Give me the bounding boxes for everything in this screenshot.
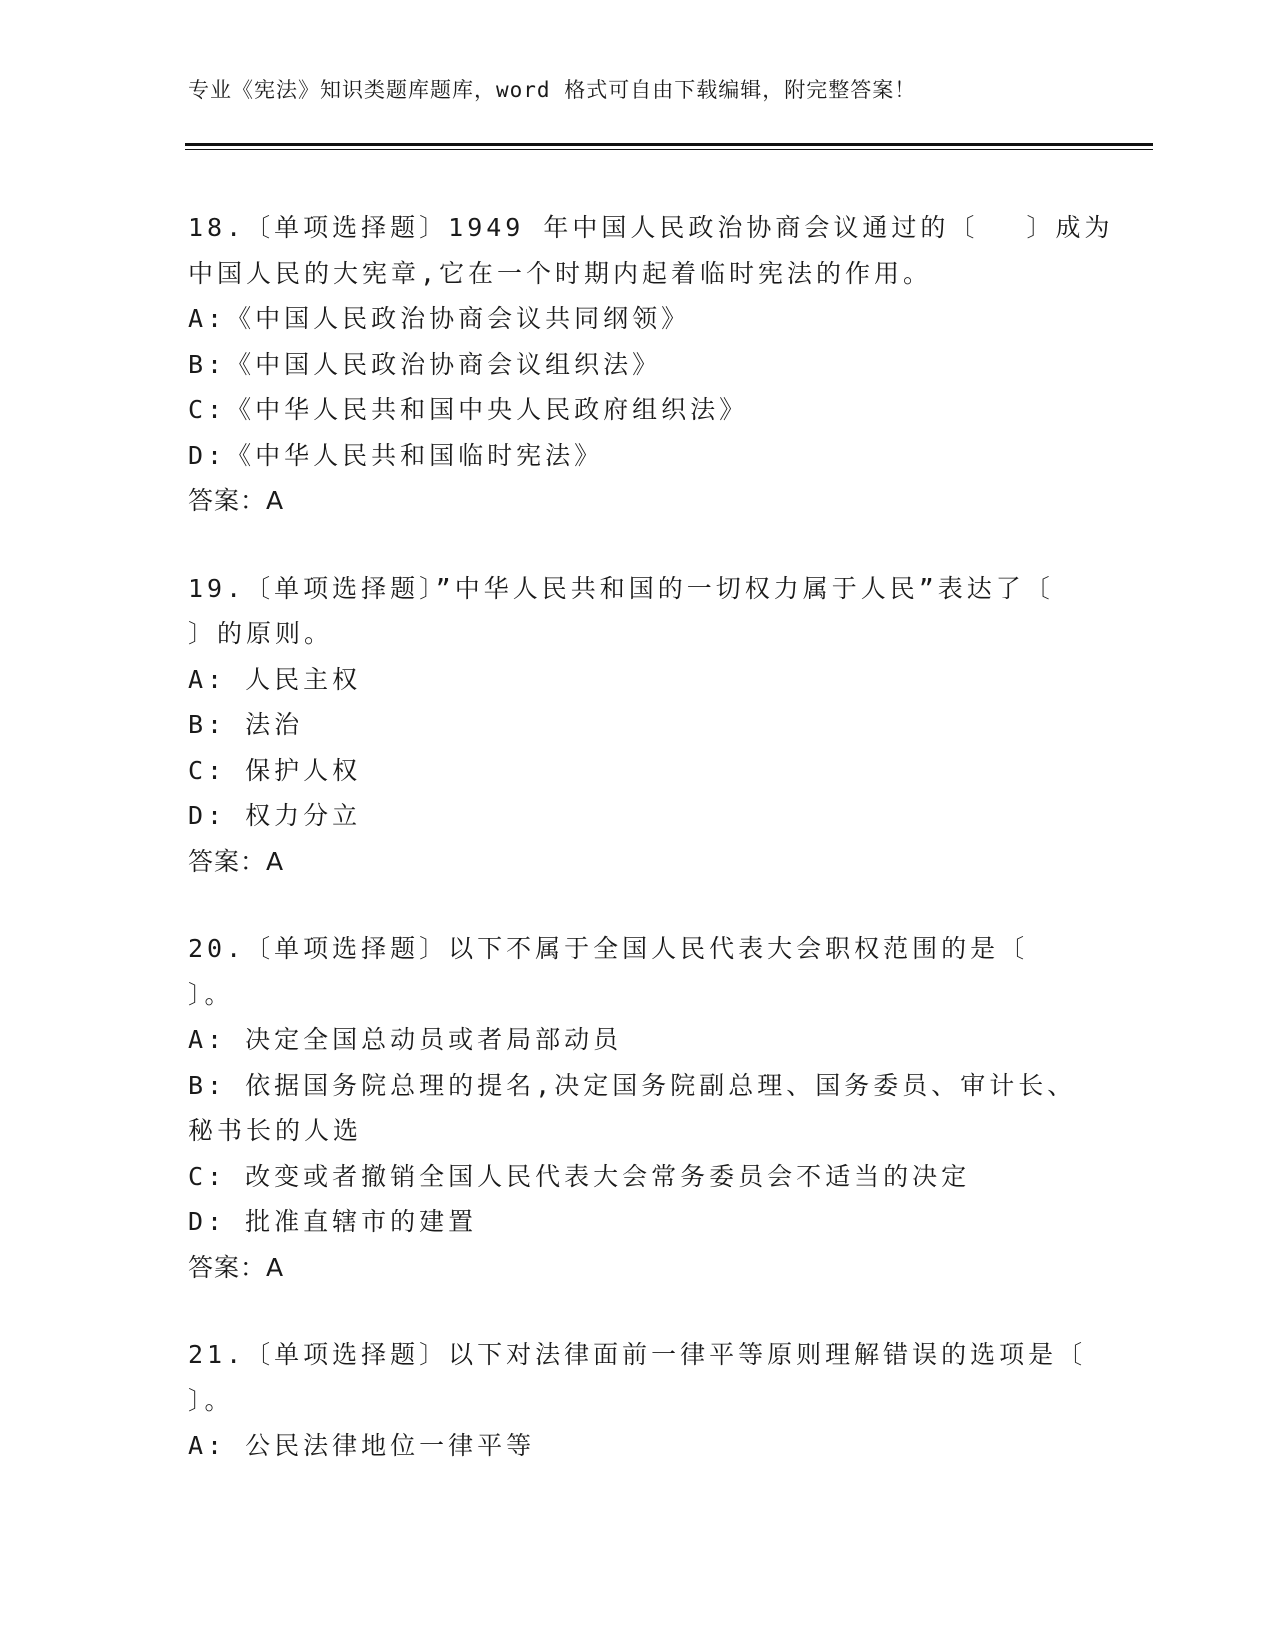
option-d: D:《中华人民共和国临时宪法》 bbox=[188, 440, 604, 470]
option-b: B:《中国人民政治协商会议组织法》 bbox=[188, 349, 662, 379]
question-stem-line: 21.〔单项选择题〕以下对法律面前一律平等原则理解错误的选项是〔 bbox=[188, 1340, 1087, 1369]
option-b-continued: 秘书长的人选 bbox=[188, 1116, 363, 1145]
option-d: D: 权力分立 bbox=[188, 801, 362, 830]
option-a: A:《中国人民政治协商会议共同纲领》 bbox=[188, 304, 691, 333]
question-stem-line: 中国人民的大宪章,它在一个时期内起着临时宪法的作用。 bbox=[188, 258, 933, 288]
question-stem-line: 〕。 bbox=[188, 1385, 234, 1415]
option-c: C:《中华人民共和国中央人民政府组织法》 bbox=[188, 395, 749, 424]
question-spacer bbox=[188, 884, 1088, 926]
question-stem-line: 20.〔单项选择题〕以下不属于全国人民代表大会职权范围的是〔 bbox=[188, 934, 1029, 963]
question-21 bbox=[188, 1332, 1088, 1469]
option-b: B: 依据国务院总理的提名,决定国务院副总理、国务委员、审计长、 bbox=[188, 1070, 1077, 1100]
question-20 bbox=[188, 926, 1088, 1290]
question-stem-line: 19.〔单项选择题〕”中华人民共和国的一切权力属于人民”表达了〔 bbox=[188, 573, 1054, 603]
question-stem-line: 〕的原则。 bbox=[188, 619, 334, 648]
header-rule-thick bbox=[185, 143, 1153, 146]
question-stem-line: 18.〔单项选择题〕1949 年中国人民政治协商会议通过的〔 〕成为 bbox=[188, 213, 1114, 242]
page-header: 专业《宪法》知识类题库题库，word 格式可自由下载编辑，附完整答案！ bbox=[188, 78, 917, 102]
question-stem-line: 〕。 bbox=[188, 979, 234, 1009]
option-a: A: 公民法律地位一律平等 bbox=[188, 1431, 536, 1460]
option-a: A: 人民主权 bbox=[188, 664, 362, 694]
option-c: C: 保护人权 bbox=[188, 755, 362, 785]
answer-line: 答案：A bbox=[188, 846, 285, 876]
question-list bbox=[188, 205, 1114, 1469]
header-rule-thin bbox=[185, 149, 1153, 150]
answer-line: 答案：A bbox=[188, 1252, 285, 1282]
question-spacer bbox=[188, 524, 1088, 566]
question-19 bbox=[188, 566, 1088, 885]
question-18 bbox=[188, 205, 1114, 524]
option-b: B: 法治 bbox=[188, 710, 304, 739]
option-d: D: 批准直辖市的建置 bbox=[188, 1207, 478, 1236]
option-c: C: 改变或者撤销全国人民代表大会常务委员会不适当的决定 bbox=[188, 1161, 971, 1191]
question-spacer bbox=[188, 1290, 1088, 1332]
option-a: A: 决定全国总动员或者局部动员 bbox=[188, 1025, 623, 1054]
answer-line: 答案：A bbox=[188, 486, 285, 515]
